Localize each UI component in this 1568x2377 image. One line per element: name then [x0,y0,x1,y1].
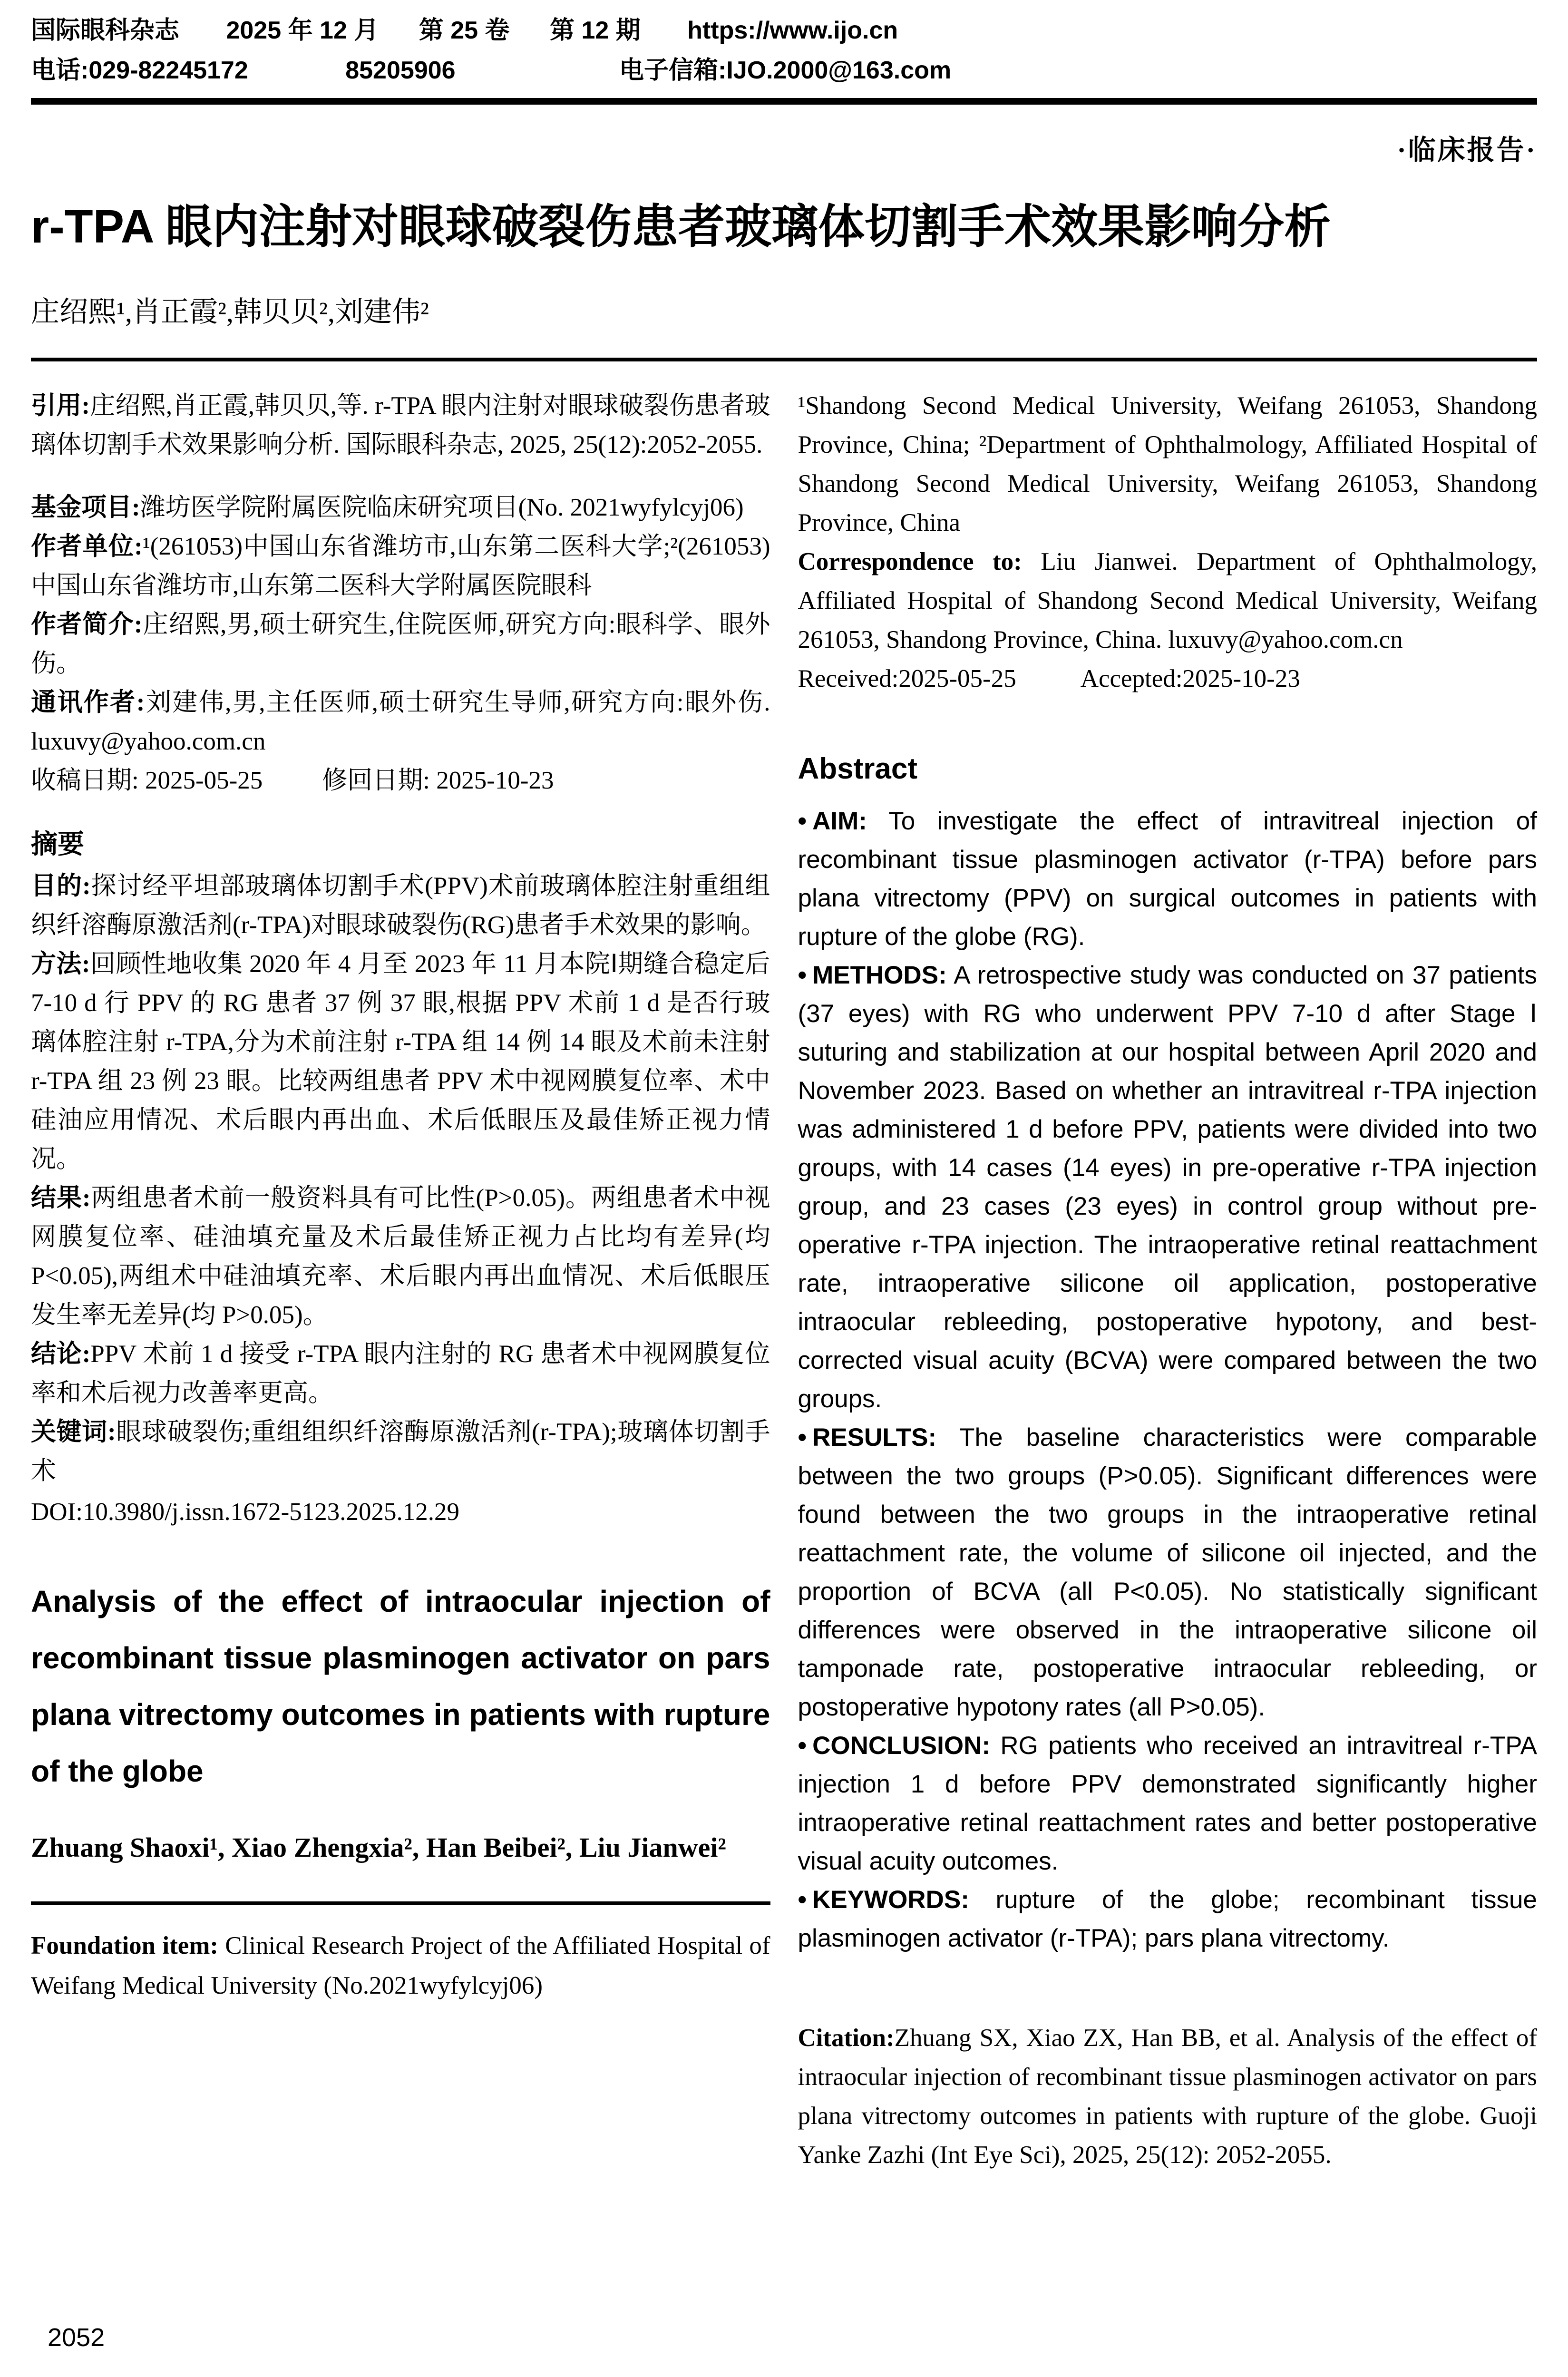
bullet-icon: • [798,1423,807,1452]
bullet-icon: • [798,1886,807,1914]
conclusion-cn-paragraph [31,1335,770,1413]
citation-en-label: Citation: [798,2024,895,2052]
methods-cn-label: 方法: [31,950,90,978]
citation-cn-label: 引用: [31,392,90,419]
journal-email: 电子信箱:IJO.2000@163.com [619,57,952,84]
bullet-icon: • [798,1732,807,1760]
aim-en-text: To investigate the effect of intravitreal injection of recombinant tissue plasminogen activator (r-TPA) before pars plana vitrectomy (PPV) on surgical outcomes in patients with rupture of the globe (RG). [798,807,1537,951]
corresponding-author-cn-label: 通讯作者: [31,689,145,716]
methods-en-text: A retrospective study was conducted on 37 patients (37 eyes) with RG who underwent PPV 7-10 d after Stage Ⅰ suturing and stabilization at our hospital between April 2020 and November 2023. Based on whether an intravitreal r-TPA injection was administered 1 d before PPV, patients were divided into two groups, with 14 cases (14 eyes) in pre-operative r-TPA injection group, and 23 cases (23 eyes) in control group without pre-operative r-TPA injection. The intraoperative retinal reattachment rate, intraoperative silicone oil application, postoperative intraocular rebleeding, postoperative hypotony, and best-corrected visual acuity (BCVA) were compared between the two groups. [798,961,1537,1413]
received-date-en: Received:2025-05-25 [798,665,1016,692]
affiliation-cn-label: 作者单位: [31,533,143,560]
aim-cn-text: 探讨经平坦部玻璃体切割手术(PPV)术前玻璃体腔注射重组组织纤溶酶原激活剂(r-TPA)对眼球破裂伤(RG)患者手术效果的影响。 [31,872,770,939]
journal-header-line1 [31,10,1537,50]
dates-cn-row [31,761,770,800]
page-number: 2052 [48,2323,105,2352]
correspondence-label: Correspondence to: [798,548,1022,575]
author-bio-text: 庄绍熙,男,硕士研究生,住院医师,研究方向:眼科学、眼外伤。 [31,611,770,677]
journal-phone: 电话:029-82245172 [31,57,248,84]
citation-cn-paragraph [31,386,770,464]
results-en-text: The baseline characteristics were comparable between the two groups (P>0.05). Significant differences were found between the two groups in the intraoperative retinal reattachment rate, the volume of silicone oil injected, and the proportion of BCVA (all P<0.05). No statistically significant differences were observed in the intraoperative silicone oil tamponade rate, postoperative intraocular rebleeding, or postoperative hypotony rates (all P>0.05). [798,1423,1537,1721]
conclusion-en-label: CONCLUSION: [812,1732,990,1760]
keywords-en-paragraph [798,1880,1538,1958]
revised-date-cn: 修回日期: 2025-10-23 [322,767,554,794]
citation-cn-text: 庄绍熙,肖正霞,韩贝贝,等. r-TPA 眼内注射对眼球破裂伤患者玻璃体切割手术效果影响分析. 国际眼科杂志, 2025, 25(12):2052-2055. [31,392,770,458]
foundation-cn-paragraph [31,488,770,527]
authors-cn: 庄绍熙¹,肖正霞²,韩贝贝²,刘建伟² [31,296,429,328]
methods-en-paragraph [798,956,1538,1418]
journal-phone2: 85205906 [345,57,456,84]
results-en-paragraph [798,1418,1538,1726]
correspondence-text: Liu Jianwei. Department of Ophthalmology, Affiliated Hospital of Shandong Second Medical University, Weifang 261053, Shandong Province, China. luxuvy@yahoo.com.cn [798,548,1538,653]
aim-cn-paragraph [31,867,770,945]
authors-en: Zhuang Shaoxi¹, Xiao Zhengxia², Han Beibei², Liu Jianwei² [31,1832,726,1863]
results-cn-paragraph [31,1179,770,1335]
journal-issue: 第 12 期 [550,17,641,44]
correspondence-paragraph [798,542,1538,659]
keywords-en-text: rupture of the globe; recombinant tissue plasminogen activator (r-TPA); pars plana vitrectomy. [798,1886,1537,1952]
results-en-label: RESULTS: [812,1423,937,1452]
corresponding-author-cn-text: 刘建伟,男,主任医师,硕士研究生导师,研究方向:眼外伤. luxuvy@yahoo.com.cn [31,689,770,755]
citation-en-text: Zhuang SX, Xiao ZX, Han BB, et al. Analysis of the effect of intraocular injection of recombinant tissue plasminogen activator on pars plana vitrectomy outcomes in patients with rupture of the globe. Guoji Yanke Zazhi (Int Eye Sci), 2025, 25(12): 2052-2055. [798,2024,1537,2169]
received-date-cn: 收稿日期: 2025-05-25 [31,767,263,794]
corresponding-author-cn-paragraph [31,683,770,761]
affiliation-cn-text: ¹(261053)中国山东省潍坊市,山东第二医科大学;²(261053)中国山东省潍坊市,山东第二医科大学附属医院眼科 [31,533,770,599]
bullet-icon: • [798,807,807,835]
citation-en-paragraph [798,2018,1538,2174]
affiliation-en-paragraph: ¹Shandong Second Medical University, Weifang 261053, Shandong Province, China; ²Department of Ophthalmology, Affiliated Hospital of Shandong Second Medical University, Weifang 261053, Shandong Province, China [798,392,1537,536]
keywords-cn-text: 眼球破裂伤;重组组织纤溶酶原激活剂(r-TPA);玻璃体切割手术 [31,1418,770,1485]
keywords-en-label: KEYWORDS: [812,1886,969,1914]
author-bio-label: 作者简介: [31,611,143,638]
keywords-cn-paragraph [31,1413,770,1490]
journal-name: 国际眼科杂志 [31,17,180,44]
conclusion-en-text: RG patients who received an intravitreal r-TPA injection 1 d before PPV demonstrated significantly higher intraoperative retinal reattachment rates and better postoperative visual acuity outcomes. [798,1732,1537,1875]
abstract-heading-cn: 摘要 [31,829,84,859]
journal-header [31,10,1537,90]
foundation-en-label: Foundation item: [31,1932,219,1959]
journal-volume: 第 25 卷 [419,17,510,44]
keywords-cn-label: 关键词: [31,1418,116,1446]
foundation-en-paragraph [31,1926,770,2006]
foundation-en-text: Clinical Research Project of the Affiliated Hospital of Weifang Medical University (No.2021wyfylcyj06) [31,1932,770,1999]
aim-cn-label: 目的: [31,872,91,900]
conclusion-cn-label: 结论: [31,1340,91,1368]
page-title-cn: r-TPA 眼内注射对眼球破裂伤患者玻璃体切割手术效果影响分析 [31,200,1331,253]
methods-cn-text: 回顾性地收集 2020 年 4 月至 2023 年 11 月本院Ⅰ期缝合稳定后 7-10 d 行 PPV 的 RG 患者 37 例 37 眼,根据 PPV 术前 1 d 是否行玻璃体腔注射 r-TPA,分为术前注射 r-TPA 组 14 例 14 眼及术前未注射 r-TPA 组 23 例 23 眼。比较两组患者 PPV 术中视网膜复位率、术中硅油应用情况、术后眼内再出血、术后低眼压及最佳矫正视力情况。 [31,950,770,1173]
author-bio-paragraph [31,605,770,683]
dates-en-row [798,659,1538,698]
conclusion-cn-text: PPV 术前 1 d 接受 r-TPA 眼内注射的 RG 患者术中视网膜复位率和术后视力改善率更高。 [31,1340,770,1407]
journal-date: 2025 年 12 月 [226,17,379,44]
aim-en-paragraph [798,802,1538,956]
affiliation-cn-paragraph [31,527,770,605]
foundation-cn-label: 基金项目: [31,494,140,521]
foundation-cn-text: 潍坊医学院附属医院临床研究项目(No. 2021wyfylcyj06) [140,494,744,521]
article-body [31,386,1537,2174]
accepted-date-en: Accepted:2025-10-23 [1080,665,1300,692]
article-type-badge: ·临床报告· [1397,135,1537,166]
bullet-icon: • [798,961,807,989]
abstract-heading-en: Abstract [798,752,918,785]
journal-url: https://www.ijo.cn [687,17,898,44]
results-cn-text: 两组患者术前一般资料具有可比性(P>0.05)。两组患者术中视网膜复位率、硅油填充量及术后最佳矫正视力占比均有差异(均 P<0.05),两组术中硅油填充率、术后眼内再出血情况、术后低眼压发生率无差异(均 P>0.05)。 [31,1184,770,1329]
results-cn-label: 结果: [31,1184,91,1212]
doi-line: DOI:10.3980/j.issn.1672-5123.2025.12.29 [31,1498,459,1526]
column-left [31,386,770,2174]
methods-en-label: METHODS: [812,961,947,989]
page-title-en: Analysis of the effect of intraocular injection of recombinant tissue plasminogen activator on pars plana vitrectomy outcomes in patients with rupture of the globe [31,1584,770,1788]
conclusion-en-paragraph [798,1726,1538,1880]
methods-cn-paragraph [31,945,770,1179]
title-divider [31,358,1537,361]
aim-en-label: AIM: [812,807,867,835]
journal-header-line2 [31,50,1537,90]
column-right [798,386,1538,2174]
header-divider [31,98,1537,105]
footnote-divider [31,1901,770,1905]
